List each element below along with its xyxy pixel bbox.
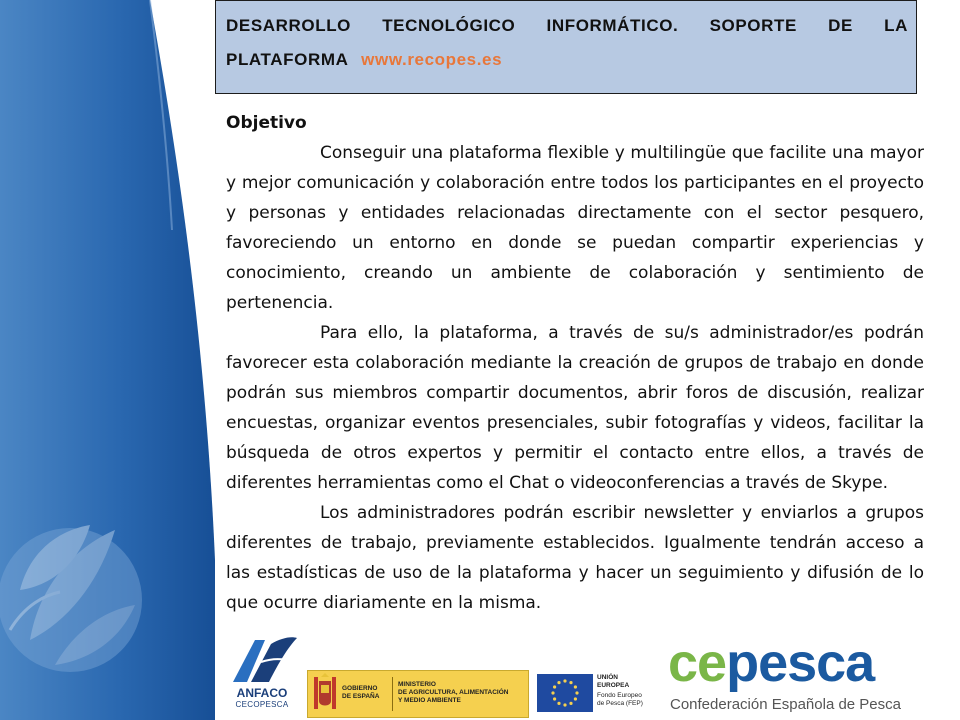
gobierno-label — [342, 685, 379, 701]
ministerio-line: Y MEDIO AMBIENTE — [398, 697, 461, 704]
header-word: TECNOLÓGICO — [382, 16, 516, 35]
cepesca-part: pesca — [726, 633, 875, 693]
paragraph: Los administradores podrán escribir newsletter y enviarlos a grupos diferentes de trabajo, previamente establecidos. Igualmente tendrán acceso a las estadísticas de uso de la plataforma y hacer un seguimiento y difusión de lo que ocurre diariamente en la misma. — [226, 503, 924, 613]
paragraph: Conseguir una plataforma flexible y multilingüe que facilite una mayor y mejor comunicación y colaboración entre todos los participantes en el proyecto y personas y entidades relacionadas directamente con el sector pesquero, favoreciendo un entorno en donde se puedan compartir experiencias y conocimiento, creando un ambiente de colaboración y sentimiento de pertenencia. — [226, 143, 924, 313]
anfaco-sub: CECOPESCA — [235, 700, 289, 709]
header-word: DE — [828, 16, 853, 35]
anfaco-logo — [225, 632, 299, 718]
eu-fep-logo — [537, 674, 645, 718]
header-title-word: PLATAFORMA — [226, 50, 348, 69]
objective-section — [226, 108, 924, 618]
gobierno-ministerio-logo — [307, 670, 529, 718]
fep-line: de Pesca (FEP) — [597, 700, 643, 707]
anfaco-name: ANFACO — [236, 686, 288, 700]
ministerio-line: DE AGRICULTURA, ALIMENTACIÓN — [398, 689, 509, 696]
paragraph: Para ello, la plataforma, a través de su/s administrador/es podrán favorecer esta colaboración mediante la creación de grupos de trabajo en donde podrán sus miembros compartir documentos, abrir foros de discusión, realizar encuestas, organizar eventos presenciales, subir fotografías y videos, facilitar la búsqueda de otros expertos y permitir el contacto entre ellos, a través de diferentes herramientas como el Chat o videoconferencias a través de Skype. — [226, 323, 924, 493]
sponsor-logos — [225, 630, 960, 720]
section-heading: Objetivo — [226, 113, 307, 133]
cepesca-logo — [668, 633, 875, 693]
gobierno-line: DE ESPAÑA — [342, 693, 380, 700]
coat-of-arms-icon — [312, 671, 338, 717]
header-title-line1 — [226, 11, 908, 41]
decorative-side-panel — [0, 0, 215, 720]
header-word: SOPORTE — [709, 16, 797, 35]
header-word: INFORMÁTICO. — [546, 16, 679, 35]
fep-line: Fondo Europeo — [597, 692, 642, 699]
gobierno-line: GOBIERNO — [342, 685, 378, 692]
header-title-box — [215, 0, 917, 94]
ministerio-label — [398, 681, 509, 705]
header-word: DESARROLLO — [226, 16, 351, 35]
website-link[interactable]: www.recopes.es — [361, 50, 503, 69]
header-word: LA — [884, 16, 908, 35]
anfaco-emblem-icon — [225, 632, 299, 686]
eu-label: UNIÓN EUROPEA — [597, 674, 630, 689]
cepesca-part: ce — [668, 633, 727, 693]
ministerio-line: MINISTERIO — [398, 681, 436, 688]
eu-flag-icon — [537, 674, 593, 712]
header-title-line2 — [226, 45, 908, 75]
cepesca-tagline: Confederación Española de Pesca — [670, 696, 901, 713]
